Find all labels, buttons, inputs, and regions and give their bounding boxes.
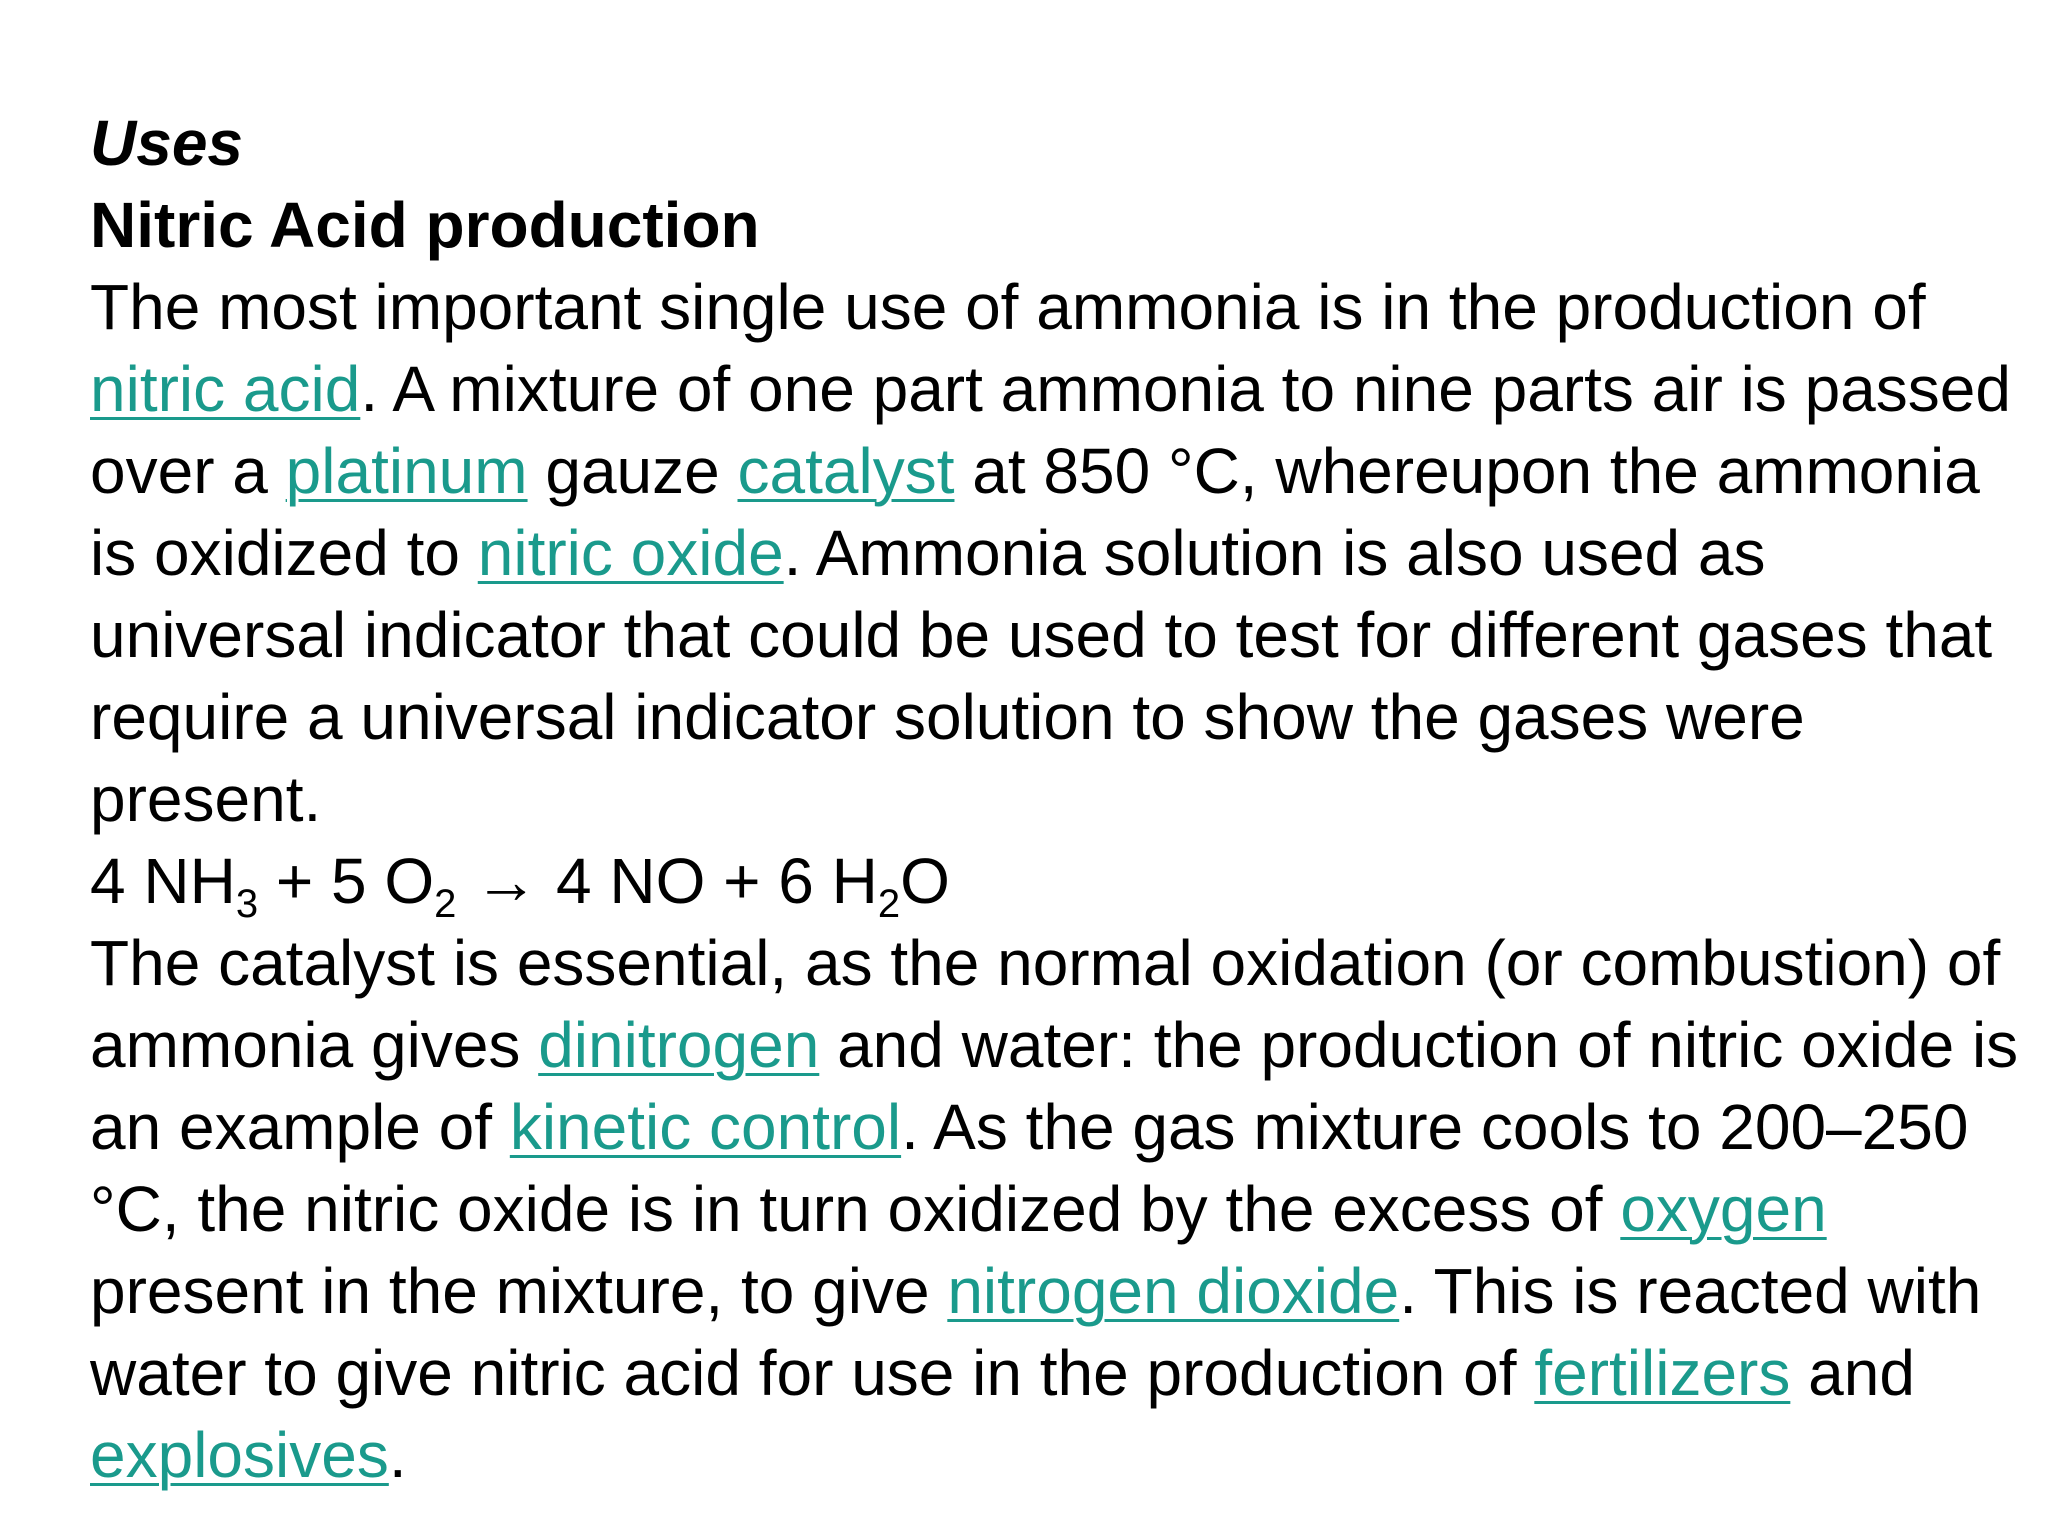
paragraph-text: . This is reacted with water to give nitric acid for use in the production of bbox=[90, 1255, 1982, 1409]
fertilizers-link[interactable]: fertilizers bbox=[1534, 1337, 1791, 1409]
catalyst-paragraph bbox=[90, 922, 2020, 1496]
equation-subscript: 3 bbox=[235, 882, 259, 926]
paragraph-text: . A mixture of one part ammonia to nine parts air is passed over a bbox=[90, 353, 2011, 507]
paragraph-text: The catalyst is essential, as the normal oxidation (or combustion) of ammonia gives bbox=[90, 927, 2001, 1081]
kinetic-control-link[interactable]: kinetic control bbox=[509, 1091, 902, 1163]
paragraph-text: and water: the production of nitric oxide is an example of bbox=[90, 1009, 2019, 1163]
paragraph-text: The most important single use of ammonia is in the production of bbox=[90, 271, 1926, 343]
section-title: Uses bbox=[90, 107, 243, 179]
oxygen-link[interactable]: oxygen bbox=[1620, 1173, 1827, 1245]
paragraph-text: . As the gas mixture cools to 200–250 °C, the nitric oxide is in turn oxidized by the excess of bbox=[90, 1091, 1969, 1245]
paragraph-text: at 850 °C, whereupon the ammonia is oxidized to bbox=[90, 435, 1980, 589]
section-subtitle: Nitric Acid production bbox=[90, 189, 760, 261]
equation-part: → 4 NO + 6 H bbox=[456, 845, 878, 917]
nitrogen-dioxide-link[interactable]: nitrogen dioxide bbox=[947, 1255, 1400, 1327]
slide-content bbox=[90, 102, 2020, 1496]
paragraph-text: and bbox=[1790, 1337, 1915, 1409]
platinum-link[interactable]: platinum bbox=[285, 435, 528, 507]
nitric-acid-link[interactable]: nitric acid bbox=[90, 353, 361, 425]
explosives-link[interactable]: explosives bbox=[90, 1419, 389, 1491]
paragraph-text: present in the mixture, to give bbox=[90, 1255, 948, 1327]
catalyst-link[interactable]: catalyst bbox=[737, 435, 955, 507]
nitric-oxide-link[interactable]: nitric oxide bbox=[477, 517, 784, 589]
intro-paragraph bbox=[90, 266, 2020, 840]
chemical-equation bbox=[90, 840, 2020, 926]
equation-subscript: 2 bbox=[434, 882, 457, 926]
equation-part: O bbox=[900, 845, 950, 917]
equation-part: + 5 O bbox=[258, 845, 435, 917]
dinitrogen-link[interactable]: dinitrogen bbox=[538, 1009, 820, 1081]
paragraph-text: gauze bbox=[527, 435, 738, 507]
paragraph-text: . Ammonia solution is also used as universal indicator that could be used to test for different gases that require a universal indicator solution to show the gases were present. bbox=[90, 517, 1993, 835]
paragraph-text: . bbox=[388, 1419, 407, 1491]
equation-part: 4 NH bbox=[90, 845, 236, 917]
equation-subscript: 2 bbox=[877, 882, 901, 926]
